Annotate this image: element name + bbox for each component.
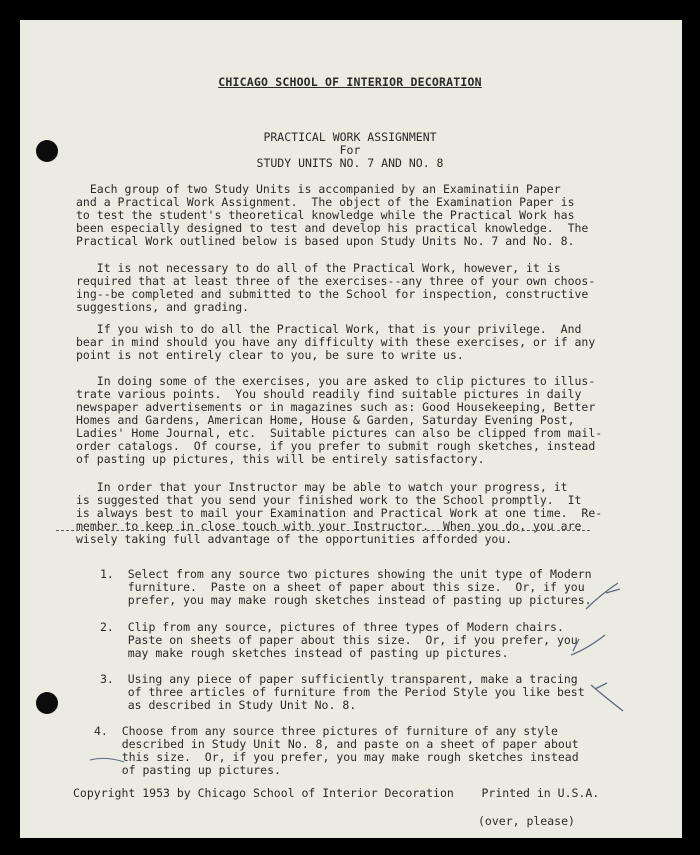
privilege-paragraph: If you wish to do all the Practical Work, that is your privilege. And bear in mind should you have any difficulty with these exercises, or if any point is not entirely clear to you, be sure to write us. [76,322,596,362]
assignment-for-line: For [339,143,361,157]
pencil-check-mark-1 [580,575,630,615]
school-title: CHICAGO SCHOOL OF INTERIOR DECORATION [218,75,482,89]
progress-paragraph: In order that your Instructor may be able to watch your progress, it is suggested that you send your finished work to the School promptly. It is always best to mail your Examination and Practical Work at one time. Re- member to keep in close touch with your Instructor. When you do, you are wisely taking full advantage of the opportunities afforded you. [76,480,603,546]
over-please-footer: (over, please) [478,814,575,828]
requirement-paragraph: It is not necessary to do all of the Practical Work, however, it is required that at least three of the exercises--any three of your own choos- ing--be completed and submitted to the School for inspection, constructive suggestions, and grading. [76,261,596,314]
pencil-check-mark-2 [565,625,615,665]
assignment-units-line: STUDY UNITS NO. 7 AND NO. 8 [256,156,444,170]
copyright-line: Copyright 1953 by Chicago School of Interior Decoration Printed in U.S.A. [73,786,600,800]
intro-paragraph: Each group of two Study Units is accompanied by an Examinatiin Paper and a Practical Work Assignment. The object of the Examination Paper is to test the student's theoretical knowledge while the Practical Work has been especially designed to test and develop his practical knowledge. The Practical Work outlined below is based upon Study Units No. 7 and No. 8. [76,182,589,248]
exercise-3: 3. Using any piece of paper sufficiently transparent, make a tracing of three articles of furniture from the Period Style you like best as described in Study Unit No. 8. [100,672,585,712]
pencil-check-mark-3 [585,675,630,720]
dashed-divider [56,530,590,531]
pictures-paragraph: In doing some of the exercises, you are asked to clip pictures to illus- trate various points. You should readily find suitable pictures in daily newspaper advertisements or in magazines such as: Good Housekeeping, Better Homes and Gardens, American Home, House & Garden, Saturday Evening Post, Ladies' Home Journal, etc. Suitable pictures can also be clipped from mail- order catalogs. Of course, if you prefer to submit rough sketches, instead of pasting up pictures, this will be entirely satisfactory. [76,374,603,466]
pencil-dash-mark [88,750,128,766]
punch-hole-bottom [36,692,58,714]
exercise-2: 2. Clip from any source, pictures of three types of Modern chairs. Paste on sheets of paper about this size. Or, if you prefer, you may make rough sketches instead of pasting up pictures. [100,620,578,660]
exercise-1: 1. Select from any source two pictures showing the unit type of Modern furniture. Paste on a sheet of paper about this size. Or, if you prefer, you may make rough sketches instead of pasting up pictures. [100,567,592,607]
exercise-4: 4. Choose from any source three pictures of furniture of any style described in Study Unit No. 8, and paste on a sheet of paper about this size. Or, if you prefer, you may make rough sketches instead of pasting up pictures. [94,724,579,777]
assignment-title-line: PRACTICAL WORK ASSIGNMENT [263,130,437,144]
